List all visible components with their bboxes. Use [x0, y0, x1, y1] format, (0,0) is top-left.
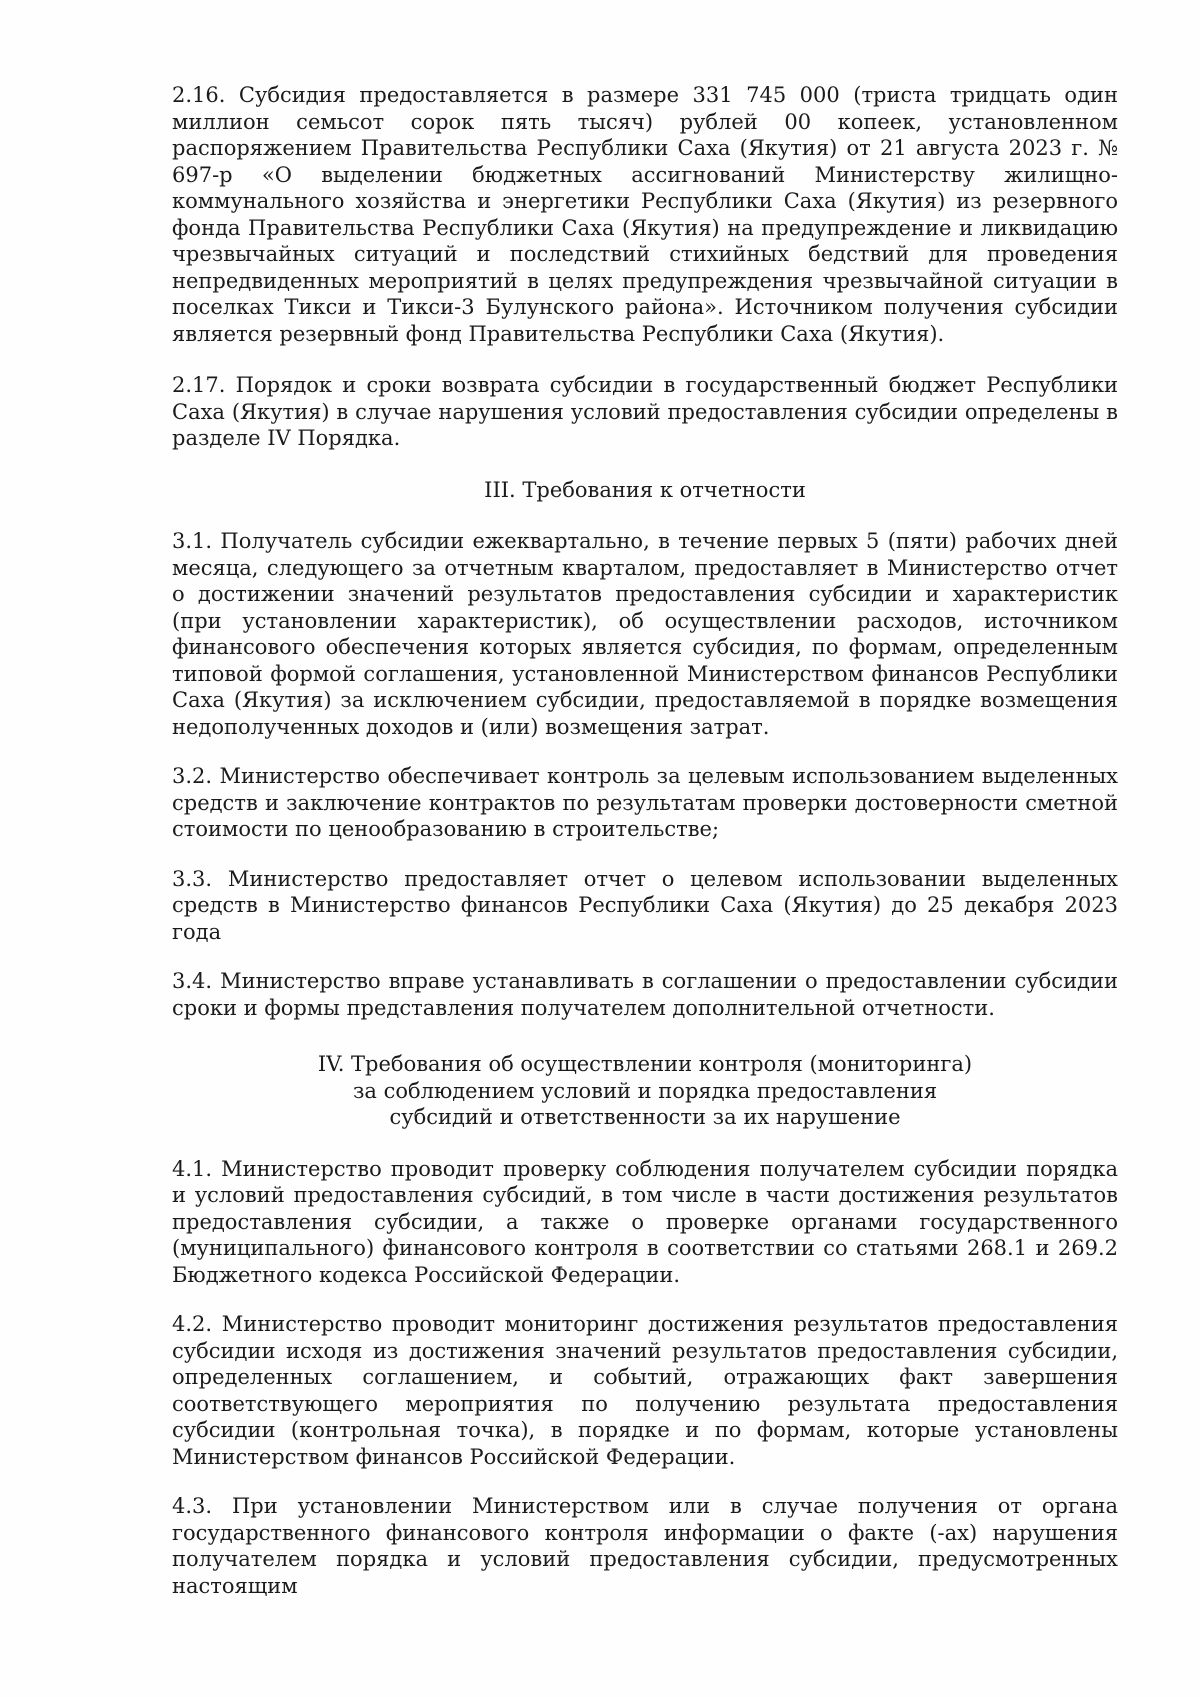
document-body	[172, 82, 1118, 1622]
section-4-heading-line: субсидий и ответственности за их нарушение	[389, 1105, 901, 1129]
paragraph-3-4: 3.4. Министерство вправе устанавливать в соглашении о предоставлении субсидии сроки и формы представления получателем дополнительной отчетности.	[172, 969, 1118, 1020]
paragraph-4-2: 4.2. Министерство проводит мониторинг достижения результатов предоставления субсидии исходя из достижения значений результатов предоставления субсидии, определенных соглашением, и событий, отражающих факт завершения соответствующего мероприятия по получению результата предоставления субсидии (контрольная точка), в порядке и по формам, которые установлены Министерством финансов Российской Федерации.	[172, 1312, 1118, 1469]
paragraph-3-1: 3.1. Получатель субсидии ежеквартально, в течение первых 5 (пяти) рабочих дней месяца, следующего за отчетным кварталом, предоставляет в Министерство отчет о достижении значений результатов предоставления субсидии и характеристик (при установлении характеристик), об осуществлении расходов, источником финансового обеспечения которых является субсидия, по формам, определенным типовой формой соглашения, установленной Министерством финансов Республики Саха (Якутия) за исключением субсидии, предоставляемой в порядке возмещения недополученных доходов и (или) возмещения затрат.	[172, 529, 1118, 739]
section-3-heading: III. Требования к отчетности	[484, 477, 806, 502]
paragraph-2-17: 2.17. Порядок и сроки возврата субсидии в государственный бюджет Республики Саха (Якутия) в случае нарушения условий предоставления субсидии определены в разделе IV Порядка.	[172, 373, 1118, 450]
paragraph-4-1: 4.1. Министерство проводит проверку соблюдения получателем субсидии порядка и условий предоставления субсидий, в том числе в части достижения результатов предоставления субсидии, а также о проверке органами государственного (муниципального) финансового контроля в соответствии со статьями 268.1 и 269.2 Бюджетного кодекса Российской Федерации.	[172, 1156, 1118, 1287]
paragraph-4-3: 4.3. При установлении Министерством или в случае получения от органа государственного финансового контроля информации о факте (-ах) нарушения получателем порядка и условий предоставления субсидии, предусмотренных настоящим	[172, 1494, 1118, 1598]
paragraph-3-2: 3.2. Министерство обеспечивает контроль за целевым использованием выделенных средств и заключение контрактов по результатам проверки достоверности сметной стоимости по ценообразованию в строительстве;	[172, 764, 1118, 841]
section-4-heading	[172, 1051, 1118, 1131]
section-4-heading-line: за соблюдением условий и порядка предоставления	[352, 1078, 938, 1103]
paragraph-2-16: 2.16. Субсидия предоставляется в размере 331 745 000 (триста тридцать один миллион семьсот сорок пять тысяч) рублей 00 копеек, установленном распоряжением Правительства Республики Саха (Якутия) от 21 августа 2023 г. № 697-р «О выделении бюджетных ассигнований Министерству жилищно-коммунального хозяйства и энергетики Республики Саха (Якутия) из резервного фонда Правительства Республики Саха (Якутия) на предупреждение и ликвидацию чрезвычайных ситуаций и последствий стихийных бедствий для проведения непредвиденных мероприятий в целях предупреждения чрезвычайной ситуации в поселках Тикси и Тикси-3 Булунского района». Источником получения субсидии является резервный фонд Правительства Республики Саха (Якутия).	[172, 83, 1118, 346]
paragraph-3-3: 3.3. Министерство предоставляет отчет о целевом использовании выделенных средств в Министерство финансов Республики Саха (Якутия) до 25 декабря 2023 года	[172, 866, 1118, 944]
section-4-heading-line: IV. Требования об осуществлении контроля (мониторинга)	[317, 1052, 973, 1076]
